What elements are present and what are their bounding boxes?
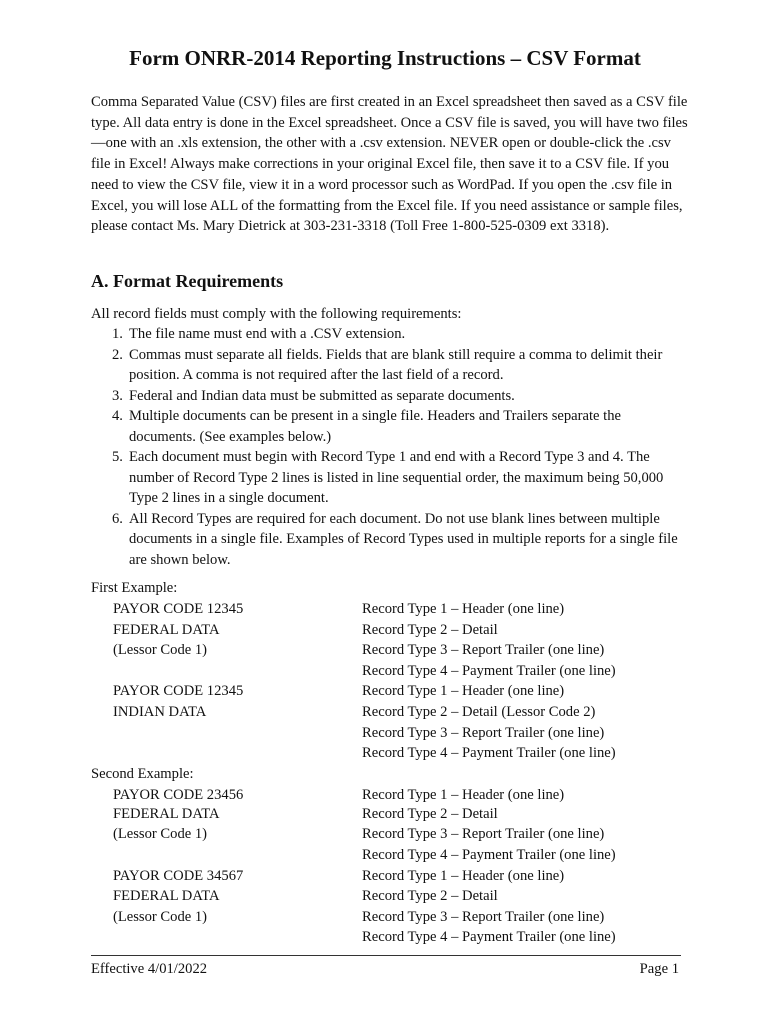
example-right-text: Record Type 3 – Report Trailer (one line) (362, 725, 605, 741)
effective-date: Effective 4/01/2022 (91, 961, 208, 977)
example-right-text: Record Type 2 – Detail (362, 622, 498, 638)
example-right-text: Record Type 4 – Payment Trailer (one line) (362, 745, 616, 761)
example-right-text: Record Type 2 – Detail (362, 888, 498, 904)
example-row (0, 704, 770, 724)
example-row (0, 663, 770, 683)
section-a-heading: A. Format Requirements (91, 271, 284, 291)
example-row (0, 806, 770, 826)
requirement-text: Multiple documents can be present in a single file. Headers and Trailers separate the documents. (See examples below.) (129, 408, 621, 445)
example-right-text: Record Type 2 – Detail (362, 806, 498, 822)
example-left-text: (Lessor Code 1) (113, 909, 208, 925)
example-right-text: Record Type 4 – Payment Trailer (one line) (362, 847, 616, 863)
requirement-text: All Record Types are required for each document. Do not use blank lines between multiple documents in a single file. Examples of Record Types used in multiple reports for a single file are shown below. (129, 510, 678, 568)
example-left-text: (Lessor Code 1) (113, 826, 208, 842)
example-row (0, 745, 770, 765)
page-title: Form ONRR-2014 Reporting Instructions – CSV Format (129, 46, 641, 70)
example-row (0, 868, 770, 888)
example-row (0, 725, 770, 745)
requirement-item (91, 447, 691, 509)
example-left-text: INDIAN DATA (113, 704, 207, 720)
example-row (0, 642, 770, 662)
example-left-text: FEDERAL DATA (113, 622, 220, 638)
page-number: Page 1 (639, 961, 679, 977)
example-row (0, 909, 770, 929)
example-right-text: Record Type 1 – Header (one line) (362, 601, 565, 617)
example-right-text: Record Type 2 – Detail (Lessor Code 2) (362, 704, 596, 720)
first-example-label: First Example: (91, 580, 178, 596)
requirement-number: 6. (112, 510, 123, 527)
intro-paragraph: Comma Separated Value (CSV) files are first created in an Excel spreadsheet then saved as a CSV file type. All data entry is done in the Excel spreadsheet. Once a CSV file is saved, you will have two files—one with an .xls extension, the other with a .csv extension. NEVER open or double-click the .csv file in Excel! Always make corrections in your original Excel file, then save it to a CSV file. If you need to view the CSV file, view it in a word processor such as WordPad. If you open the .csv file in Excel, you will lose ALL of the formatting from the Excel file. If you need assistance or sample files, please contact Ms. Mary Dietrick at 303-231-3318 (Toll Free 1-800-525-0309 ext 3318). (91, 94, 688, 235)
example-left-text: PAYOR CODE 23456 (113, 787, 244, 803)
example-right-text: Record Type 3 – Report Trailer (one line) (362, 642, 605, 658)
example-row (0, 683, 770, 703)
requirement-text: Federal and Indian data must be submitted as separate documents. (129, 387, 515, 404)
requirement-item (91, 509, 691, 571)
requirement-item (91, 406, 691, 447)
example-row (0, 826, 770, 846)
example-left-text: (Lessor Code 1) (113, 642, 208, 658)
requirement-number: 3. (112, 387, 123, 404)
example-left-text: PAYOR CODE 12345 (113, 601, 244, 617)
requirement-text: Commas must separate all fields. Fields that are blank still require a comma to delimit their position. A comma is not required after the last field of a record. (129, 346, 663, 383)
requirements-list (91, 324, 691, 570)
example-right-text: Record Type 3 – Report Trailer (one line) (362, 909, 605, 925)
example-row (0, 929, 770, 949)
requirement-number: 2. (112, 346, 123, 363)
requirement-number: 5. (112, 449, 123, 465)
example-right-text: Record Type 1 – Header (one line) (362, 787, 565, 803)
example-row (0, 622, 770, 642)
example-left-text: FEDERAL DATA (113, 806, 220, 822)
example-right-text: Record Type 1 – Header (one line) (362, 683, 565, 699)
requirement-number: 1. (112, 326, 123, 342)
second-example-label: Second Example: (91, 766, 194, 782)
example-right-text: Record Type 4 – Payment Trailer (one line) (362, 929, 616, 945)
requirement-text: Each document must begin with Record Type 1 and end with a Record Type 3 and 4. The number of Record Type 2 lines is listed in line sequential order, the maximum being 50,000 Type 2 lines in a single document. (129, 449, 664, 506)
example-left-text: PAYOR CODE 12345 (113, 683, 244, 699)
requirement-item (91, 345, 691, 386)
example-row (0, 601, 770, 621)
example-right-text: Record Type 1 – Header (one line) (362, 868, 565, 884)
requirement-item (91, 386, 691, 407)
example-right-text: Record Type 4 – Payment Trailer (one line) (362, 663, 616, 679)
example-row (0, 888, 770, 908)
example-right-text: Record Type 3 – Report Trailer (one line) (362, 826, 605, 842)
example-row (0, 787, 770, 807)
requirement-number: 4. (112, 408, 123, 424)
example-left-text: PAYOR CODE 34567 (113, 868, 244, 884)
requirements-lead: All record fields must comply with the following requirements: (91, 306, 462, 322)
footer-divider (91, 955, 681, 956)
requirement-text: The file name must end with a .CSV extension. (129, 326, 406, 342)
requirement-item (91, 324, 691, 345)
example-row (0, 847, 770, 867)
example-left-text: FEDERAL DATA (113, 888, 220, 904)
